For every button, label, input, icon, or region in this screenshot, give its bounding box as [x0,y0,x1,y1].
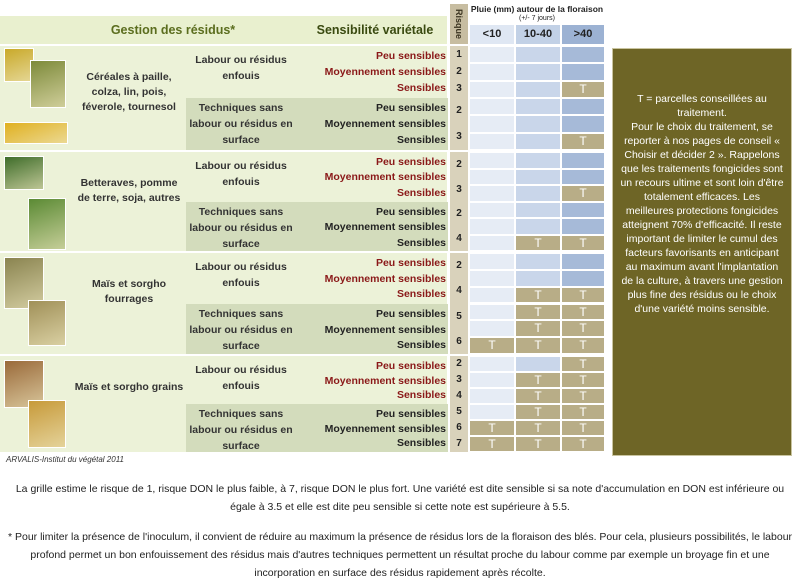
grid-cell [470,321,514,336]
grid-cell [562,47,604,62]
sensitivity-label: Sensibles [396,82,446,94]
grid-cell [470,64,514,79]
grid-cell [470,134,514,149]
header-gestion-residus: Gestion des résidus* [110,23,236,37]
treatment-cell: T [562,357,604,371]
treatment-cell: T [516,321,560,336]
grid-cell [470,82,514,97]
risk-value: 4 [456,390,462,401]
residue-footnote: * Pour limiter la présence de l'inoculum, il convient de réduire au maximum la présence de résidus lors de la floraison des blés. Pour cela, plusieurs possibilités, le labour profond permet un bon enfouissement des résidus mais d'autres techniques permettent un résultat proche du labour comme par exemple un broyage fin et une incorporation en surface des résidus rapidement après récolte. [7,531,793,579]
grid-cell [562,99,604,114]
sensitivity-label: Sensibles [396,186,446,199]
header-risque [450,4,468,44]
sensitivity-label: Peu sensibles [375,308,446,320]
risk-value: 7 [456,438,462,449]
grid-cell [516,134,560,149]
treatment-cell: T [562,421,604,435]
sensitivity-label: Peu sensibles [375,50,446,62]
grid-cell [470,186,514,201]
risk-value: 5 [456,310,462,322]
sensitivity-label: Moyennement sensibles [324,221,446,234]
crop-label: Céréales à paille, colza, lin, pois, féverole, tournesol [82,71,176,113]
sensitivity-label: Peu sensibles [375,206,446,218]
treatment-cell: T [562,321,604,336]
grid-cell [470,305,514,320]
sensitivity-label: Moyennement sensibles [324,422,446,435]
grid-cell [470,288,514,303]
grid-cell [562,153,604,168]
risk-value: 1 [456,48,462,60]
treatment-cell: T [562,373,604,387]
grid-cell [470,373,514,387]
treatment-cell: T [562,338,604,353]
treatment-cell: T [516,389,560,403]
risk-value: 6 [456,422,462,433]
grid-cell [470,254,514,269]
risk-value: 2 [456,66,462,77]
sensitivity-label: Peu sensibles [375,257,446,269]
grid-cell [470,99,514,114]
sensitivity-label: Moyennement sensibles [324,272,446,285]
risk-value: 3 [456,183,462,195]
header-risque-label: Risque [454,8,464,40]
header-sensibilite-varietale: Sensibilité variétale [316,23,434,37]
panel-paragraph-2: Pour le choix du traitement, se reporter à nos pages de conseil « Choisir et décider 2 ». Rappelons que les traitements fongicides sont un recours ultime et sont loin d'être totalement efficaces. Les meilleures protections fongicides atteignent 70% d'efficacité. Il reste important de limiter le cumul des facteurs favorisants en anticipant au maximum avant l'implantation de la culture, à travers une gestion plus fine des résidus ou le choix d'une variété moins sensible. [620,121,784,315]
sensitivity-label: Sensibles [396,389,446,402]
column-header-lt10: <10 [470,25,514,44]
labour-label: Labour ou résidus enfouis [195,54,287,82]
source-credit: ARVALIS-Institut du végétal 2011 [6,455,125,464]
treatment-cell: T [562,389,604,403]
grid-cell [562,64,604,79]
risk-value: 3 [456,374,462,385]
grid-cell [470,405,514,419]
grid-cell [516,254,560,269]
labour-label: Labour ou résidus enfouis [195,364,287,392]
treatment-cell: T [516,236,560,251]
grid-cell [470,153,514,168]
crop-photo [28,400,66,448]
grid-cell [516,64,560,79]
grid-cell [470,357,514,371]
sensitivity-label: Peu sensibles [375,360,446,372]
grid-cell [562,170,604,185]
panel-paragraph-1: T = parcelles conseillées au traitement. [637,93,767,119]
risk-value: 2 [456,105,462,116]
grid-cell [516,271,560,286]
header-pluie: Pluie (mm) autour de la floraison [470,4,604,14]
sensitivity-label: Moyennement sensibles [324,66,446,78]
grid-cell [562,271,604,286]
grid-cell [562,219,604,234]
crop-photo [28,300,66,346]
treatment-cell: T [562,305,604,320]
no-till-label: Techniques sans labour ou résidus en surface [189,102,293,146]
labour-label: Labour ou résidus enfouis [195,261,287,289]
info-panel-text [620,92,784,316]
grid-cell [470,116,514,131]
sensitivity-label: Sensibles [396,339,446,352]
risk-value: 4 [456,285,462,297]
treatment-cell: T [562,236,604,251]
grid-cell [516,170,560,185]
grid-cell [562,116,604,131]
crop-photo [4,122,68,144]
risk-value: 6 [456,335,462,347]
grid-cell [470,389,514,403]
treatment-cell: T [470,338,514,353]
grid-cell [470,271,514,286]
risk-value: 3 [456,83,462,95]
grid-cell [470,170,514,185]
sensitivity-label: Moyennement sensibles [324,171,446,184]
risk-value: 5 [456,406,462,417]
grid-cell [516,99,560,114]
treatment-cell: T [516,421,560,435]
risk-value: 3 [456,131,462,142]
treatment-cell: T [562,134,604,149]
grid-cell [516,357,560,371]
grid-cell [470,203,514,218]
risk-value: 2 [456,358,462,369]
treatment-cell: T [562,288,604,303]
treatment-cell: T [562,437,604,451]
grid-cell [562,203,604,218]
crop-label: Maïs et sorgho grains [74,381,184,393]
column-header-gt40: >40 [562,25,604,44]
treatment-cell: T [562,186,604,201]
grid-explanation-note: La grille estime le risque de 1, risque DON le plus faible, à 7, risque DON le plus fort. Une variété est dite sensible si sa note d'accumulation en DON est inférieure ou égale à 3.5 et elle est dite peu sensible si cette note est supérieure à 5.5. [15,483,785,513]
treatment-cell: T [516,437,560,451]
sensitivity-label: Sensibles [396,288,446,301]
grid-cell [516,116,560,131]
crop-photo [4,156,44,190]
crop-label: Maïs et sorgho fourrages [91,278,167,305]
risk-value: 2 [456,259,462,271]
sensitivity-label: Moyennement sensibles [324,323,446,336]
grid-cell [470,236,514,251]
grid-cell [470,47,514,62]
sensitivity-label: Sensibles [396,437,446,450]
no-till-label: Techniques sans labour ou résidus en surface [189,308,293,352]
treatment-cell: T [470,437,514,451]
sensitivity-label: Peu sensibles [375,156,446,168]
sensitivity-label: Sensibles [396,134,446,146]
no-till-label: Techniques sans labour ou résidus en surface [189,206,293,250]
grid-cell [516,186,560,201]
sensitivity-label: Sensibles [396,236,446,249]
grid-cell [516,47,560,62]
sensitivity-label: Peu sensibles [375,408,446,420]
treatment-cell: T [516,288,560,303]
crop-photo [28,198,66,250]
grid-cell [562,254,604,269]
labour-label: Labour ou résidus enfouis [195,160,287,188]
sensitivity-label: Moyennement sensibles [324,118,446,130]
treatment-cell: T [470,421,514,435]
grid-cell [516,153,560,168]
treatment-cell: T [516,373,560,387]
risk-value: 4 [456,232,462,244]
sensitivity-label: Peu sensibles [375,102,446,114]
treatment-cell: T [562,405,604,419]
risk-value: 2 [456,208,462,220]
column-header-10-40: 10-40 [516,25,560,44]
crop-label: Betteraves, pomme de terre, soja, autres [77,177,181,204]
header-pluie-subtitle: (+/- 7 jours) [519,15,555,22]
sensitivity-label: Moyennement sensibles [324,374,446,387]
grid-cell [516,82,560,97]
grid-cell [516,219,560,234]
grid-cell [516,203,560,218]
treatment-cell: T [516,338,560,353]
treatment-cell: T [516,305,560,320]
treatment-cell: T [562,82,604,97]
risk-value: 2 [456,158,462,170]
treatment-cell: T [516,405,560,419]
crop-photo [30,60,66,108]
no-till-label: Techniques sans labour ou résidus en surface [189,408,293,452]
grid-cell [470,219,514,234]
